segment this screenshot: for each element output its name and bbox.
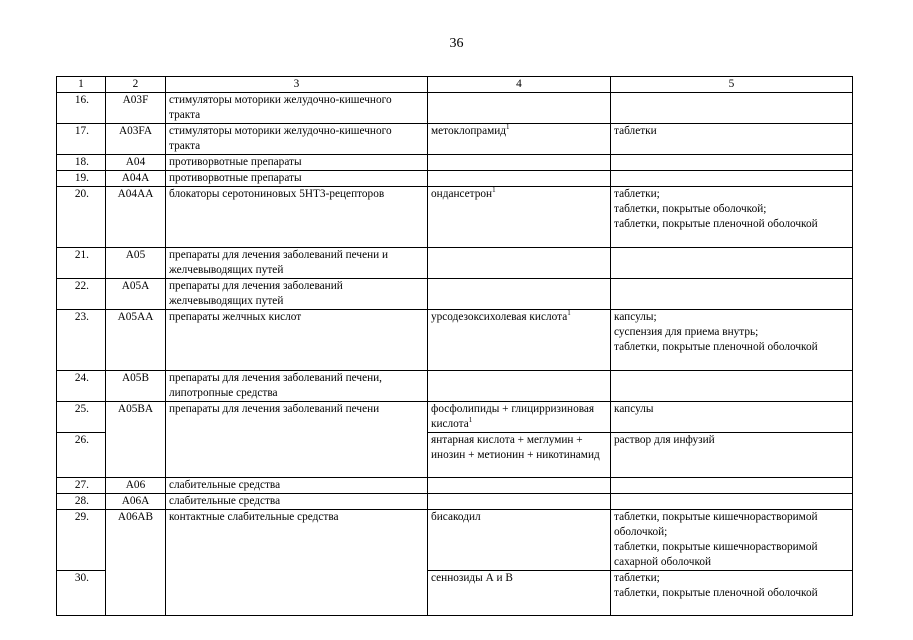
- dosage-form: [611, 494, 853, 510]
- dosage-form-line: капсулы;: [614, 311, 657, 323]
- row-number: 28.: [57, 494, 106, 510]
- dosage-form: [611, 171, 853, 187]
- dosage-form-line: таблетки, покрытые кишечнорастворимой сахарной оболочкой: [614, 541, 818, 568]
- row-number: 21.: [57, 248, 106, 279]
- table-row: [57, 187, 853, 248]
- table-row: [57, 310, 853, 371]
- row-number: 24.: [57, 371, 106, 402]
- row-number: 22.: [57, 279, 106, 310]
- group-name: стимуляторы моторики желудочно-кишечного тракта: [166, 93, 428, 124]
- drug-name: [428, 93, 611, 124]
- table-row: [57, 371, 853, 402]
- row-number: 16.: [57, 93, 106, 124]
- dosage-form: [611, 433, 853, 478]
- group-name: стимуляторы моторики желудочно-кишечного тракта: [166, 124, 428, 155]
- atc-code: A04: [106, 155, 166, 171]
- drug-name-text: фосфолипиды + глицирризиновая кислота: [431, 403, 595, 430]
- table-row: [57, 93, 853, 124]
- drug-name-text: метоклопрамид: [431, 125, 507, 137]
- dosage-form: [611, 93, 853, 124]
- dosage-form: [611, 310, 853, 371]
- row-number: 27.: [57, 478, 106, 494]
- drug-name: [428, 571, 611, 616]
- dosage-form: [611, 402, 853, 433]
- group-name: слабительные средства: [166, 478, 428, 494]
- drug-name: [428, 478, 611, 494]
- page-number: 36: [449, 36, 464, 51]
- drug-name: [428, 510, 611, 571]
- dosage-form-line: раствор для инфузий: [614, 434, 715, 446]
- drug-name: [428, 371, 611, 402]
- dosage-form-line: таблетки: [614, 125, 657, 137]
- dosage-form-line: таблетки, покрытые оболочкой;: [614, 203, 767, 215]
- group-name: препараты для лечения заболеваний печени и желчевыводящих путей: [166, 248, 428, 279]
- table-row: [57, 124, 853, 155]
- dosage-form: [611, 248, 853, 279]
- row-number: 18.: [57, 155, 106, 171]
- drug-name-text: урсодезоксихолевая кислота: [431, 311, 568, 323]
- dosage-form: [611, 478, 853, 494]
- drug-name-text: ондансетрон: [431, 188, 493, 200]
- group-name: противорвотные препараты: [166, 171, 428, 187]
- table-row: [57, 402, 853, 433]
- dosage-form: [611, 571, 853, 616]
- header-cell: 5: [611, 77, 853, 93]
- drug-name: [428, 187, 611, 248]
- row-number: 25.: [57, 402, 106, 433]
- drug-name: [428, 171, 611, 187]
- dosage-form: [611, 187, 853, 248]
- header-cell: 1: [57, 77, 106, 93]
- footnote-mark: 1: [492, 186, 496, 195]
- header-cell: 2: [106, 77, 166, 93]
- dosage-form-line: суспензия для приема внутрь;: [614, 326, 759, 338]
- atc-code: A06: [106, 478, 166, 494]
- dosage-form-line: капсулы: [614, 403, 654, 415]
- row-number: 23.: [57, 310, 106, 371]
- table-row: [57, 510, 853, 571]
- row-number: 30.: [57, 571, 106, 616]
- table-row: [57, 279, 853, 310]
- atc-code: A06AB: [106, 510, 166, 616]
- group-name: препараты для лечения заболеваний печени: [166, 402, 428, 478]
- footnote-mark: 1: [468, 416, 473, 425]
- dosage-form: [611, 155, 853, 171]
- atc-code: A05BA: [106, 402, 166, 478]
- dosage-form-line: таблетки, покрытые кишечнорастворимой оболочкой;: [614, 511, 818, 538]
- drug-name: [428, 155, 611, 171]
- drug-name: [428, 248, 611, 279]
- header-cell: 4: [428, 77, 611, 93]
- table-row: [57, 478, 853, 494]
- atc-code: A05: [106, 248, 166, 279]
- table-header-row: [57, 77, 853, 93]
- atc-code: A05A: [106, 279, 166, 310]
- dosage-form-line: таблетки, покрытые пленочной оболочкой: [614, 218, 818, 230]
- drug-name-text: янтарная кислота + меглумин + инозин + метионин + никотинамид: [431, 434, 600, 461]
- drug-name: [428, 124, 611, 155]
- dosage-form: [611, 279, 853, 310]
- row-number: 19.: [57, 171, 106, 187]
- group-name: препараты для лечения заболеваний желчевыводящих путей: [166, 279, 428, 310]
- group-name: противорвотные препараты: [166, 155, 428, 171]
- group-name: контактные слабительные средства: [166, 510, 428, 616]
- drug-name-text: сеннозиды А и В: [431, 572, 513, 584]
- atc-code: A04AA: [106, 187, 166, 248]
- table-row: [57, 494, 853, 510]
- drug-name: [428, 310, 611, 371]
- row-number: 29.: [57, 510, 106, 571]
- group-name: слабительные средства: [166, 494, 428, 510]
- row-number: 26.: [57, 433, 106, 478]
- dosage-form-line: таблетки;: [614, 572, 660, 584]
- drug-name: [428, 279, 611, 310]
- atc-code: A05AA: [106, 310, 166, 371]
- footnote-mark: 1: [506, 123, 510, 132]
- dosage-form-line: таблетки, покрытые пленочной оболочкой: [614, 587, 818, 599]
- group-name: препараты для лечения заболеваний печени, липотропные средства: [166, 371, 428, 402]
- drug-table: [56, 76, 853, 616]
- atc-code: A06A: [106, 494, 166, 510]
- atc-code: A04A: [106, 171, 166, 187]
- group-name: препараты желчных кислот: [166, 310, 428, 371]
- row-number: 20.: [57, 187, 106, 248]
- dosage-form: [611, 124, 853, 155]
- drug-name-text: бисакодил: [431, 511, 481, 523]
- table-row: [57, 171, 853, 187]
- group-name: блокаторы серотониновых 5НТ3-рецепторов: [166, 187, 428, 248]
- footnote-mark: 1: [567, 309, 571, 318]
- drug-name: [428, 433, 611, 478]
- atc-code: A03F: [106, 93, 166, 124]
- table-row: [57, 155, 853, 171]
- drug-name: [428, 402, 611, 433]
- drug-name: [428, 494, 611, 510]
- atc-code: A05B: [106, 371, 166, 402]
- dosage-form-line: таблетки;: [614, 188, 660, 200]
- dosage-form: [611, 510, 853, 571]
- row-number: 17.: [57, 124, 106, 155]
- header-cell: 3: [166, 77, 428, 93]
- table-row: [57, 248, 853, 279]
- dosage-form-line: таблетки, покрытые пленочной оболочкой: [614, 341, 818, 353]
- atc-code: A03FA: [106, 124, 166, 155]
- dosage-form: [611, 371, 853, 402]
